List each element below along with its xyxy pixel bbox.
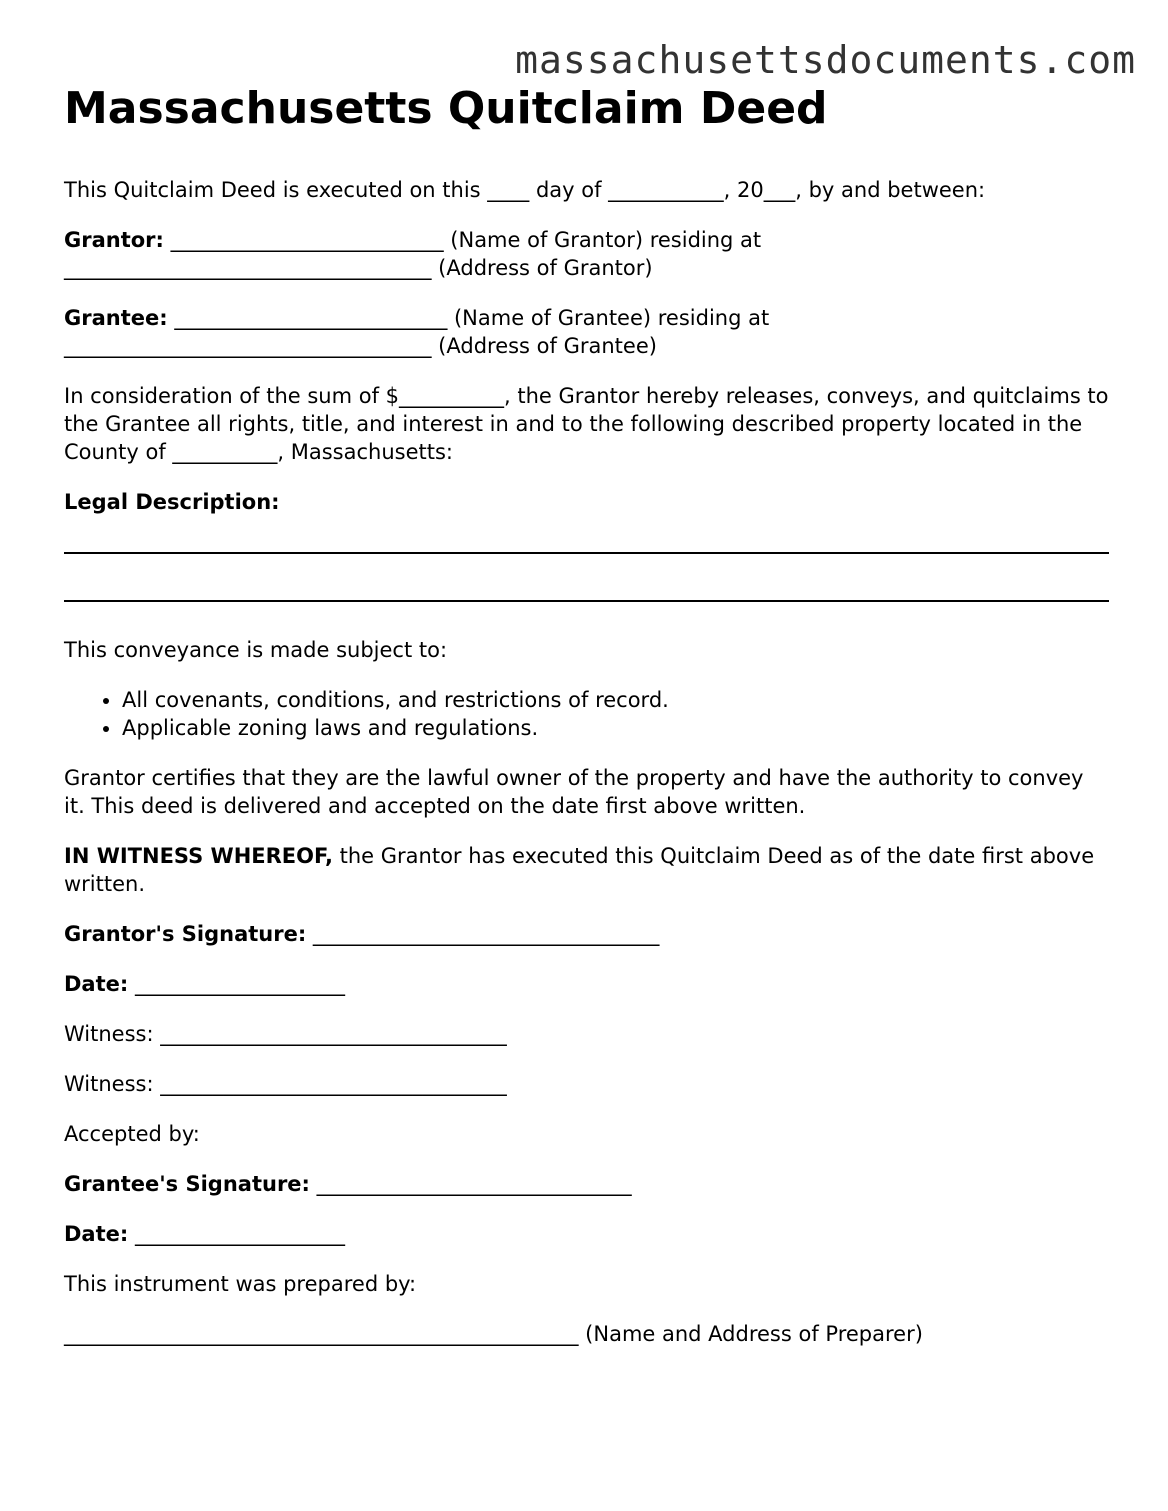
intro-paragraph: This Quitclaim Deed is executed on this ____ day of ___________, 20___, by and between: [64, 178, 986, 202]
list-item: • All covenants, conditions, and restrictions of record. [122, 686, 1109, 714]
witness-line-2: Witness: _________________________________ [64, 1072, 507, 1096]
document-body [64, 80, 1109, 1370]
grantee-date-blank: ____________________ [128, 1222, 345, 1246]
consideration-paragraph: In consideration of the sum of $__________, the Grantor hereby releases, conveys, and quitclaims to the Grantee all rights, title, and interest in and to the following described property located in the County of __________, Massachusetts: [64, 384, 1109, 464]
list-item: • Applicable zoning laws and regulations. [122, 714, 1109, 742]
legal-description-label: Legal Description: [64, 490, 280, 514]
subject-to-list [64, 686, 1109, 742]
prepared-by: This instrument was prepared by: [64, 1272, 417, 1296]
grantee-name-line: __________________________ (Name of Grantee) residing at [167, 306, 770, 330]
witness-whereof-paragraph [64, 842, 1109, 898]
grantee-section [64, 304, 1109, 360]
grantor-date-line [64, 970, 1109, 998]
certification-paragraph: Grantor certifies that they are the lawful owner of the property and have the authority to convey it. This deed is delivered and accepted on the date first above written. [64, 766, 1084, 818]
grantor-label: Grantor: [64, 228, 164, 252]
grantor-date-blank: ____________________ [128, 972, 345, 996]
grantor-section [64, 226, 1109, 282]
grantor-name-line: __________________________ (Name of Grantor) residing at [163, 228, 762, 252]
watermark: massachusettsdocuments.com [515, 38, 1136, 82]
subject-to-intro: This conveyance is made subject to: [64, 638, 448, 662]
grantor-signature-line [64, 920, 1109, 948]
grantee-signature-blank: ______________________________ [309, 1172, 632, 1196]
document-title: Massachusetts Quitclaim Deed [64, 83, 828, 134]
grantee-label: Grantee: [64, 306, 168, 330]
grantor-address-line: ___________________________________ (Address of Grantor) [64, 256, 653, 280]
witness-whereof-text: the Grantor has executed this Quitclaim Deed as of the date first above written. [64, 844, 1095, 896]
grantor-signature-blank: _________________________________ [306, 922, 660, 946]
legal-description-line-2 [64, 600, 1109, 602]
grantee-address-line: ___________________________________ (Address of Grantee) [64, 334, 657, 358]
grantor-date-label: Date: [64, 972, 129, 996]
preparer-line: _________________________________________________ (Name and Address of Preparer) [64, 1322, 923, 1346]
grantor-signature-label: Grantor's Signature: [64, 922, 307, 946]
grantee-signature-line [64, 1170, 1109, 1198]
grantee-date-label: Date: [64, 1222, 129, 1246]
grantee-date-line [64, 1220, 1109, 1248]
witness-line-1: Witness: _________________________________ [64, 1022, 507, 1046]
witness-whereof-bold: IN WITNESS WHEREOF, [64, 844, 333, 868]
grantee-signature-label: Grantee's Signature: [64, 1172, 310, 1196]
legal-description-line-1 [64, 552, 1109, 554]
accepted-by: Accepted by: [64, 1122, 200, 1146]
